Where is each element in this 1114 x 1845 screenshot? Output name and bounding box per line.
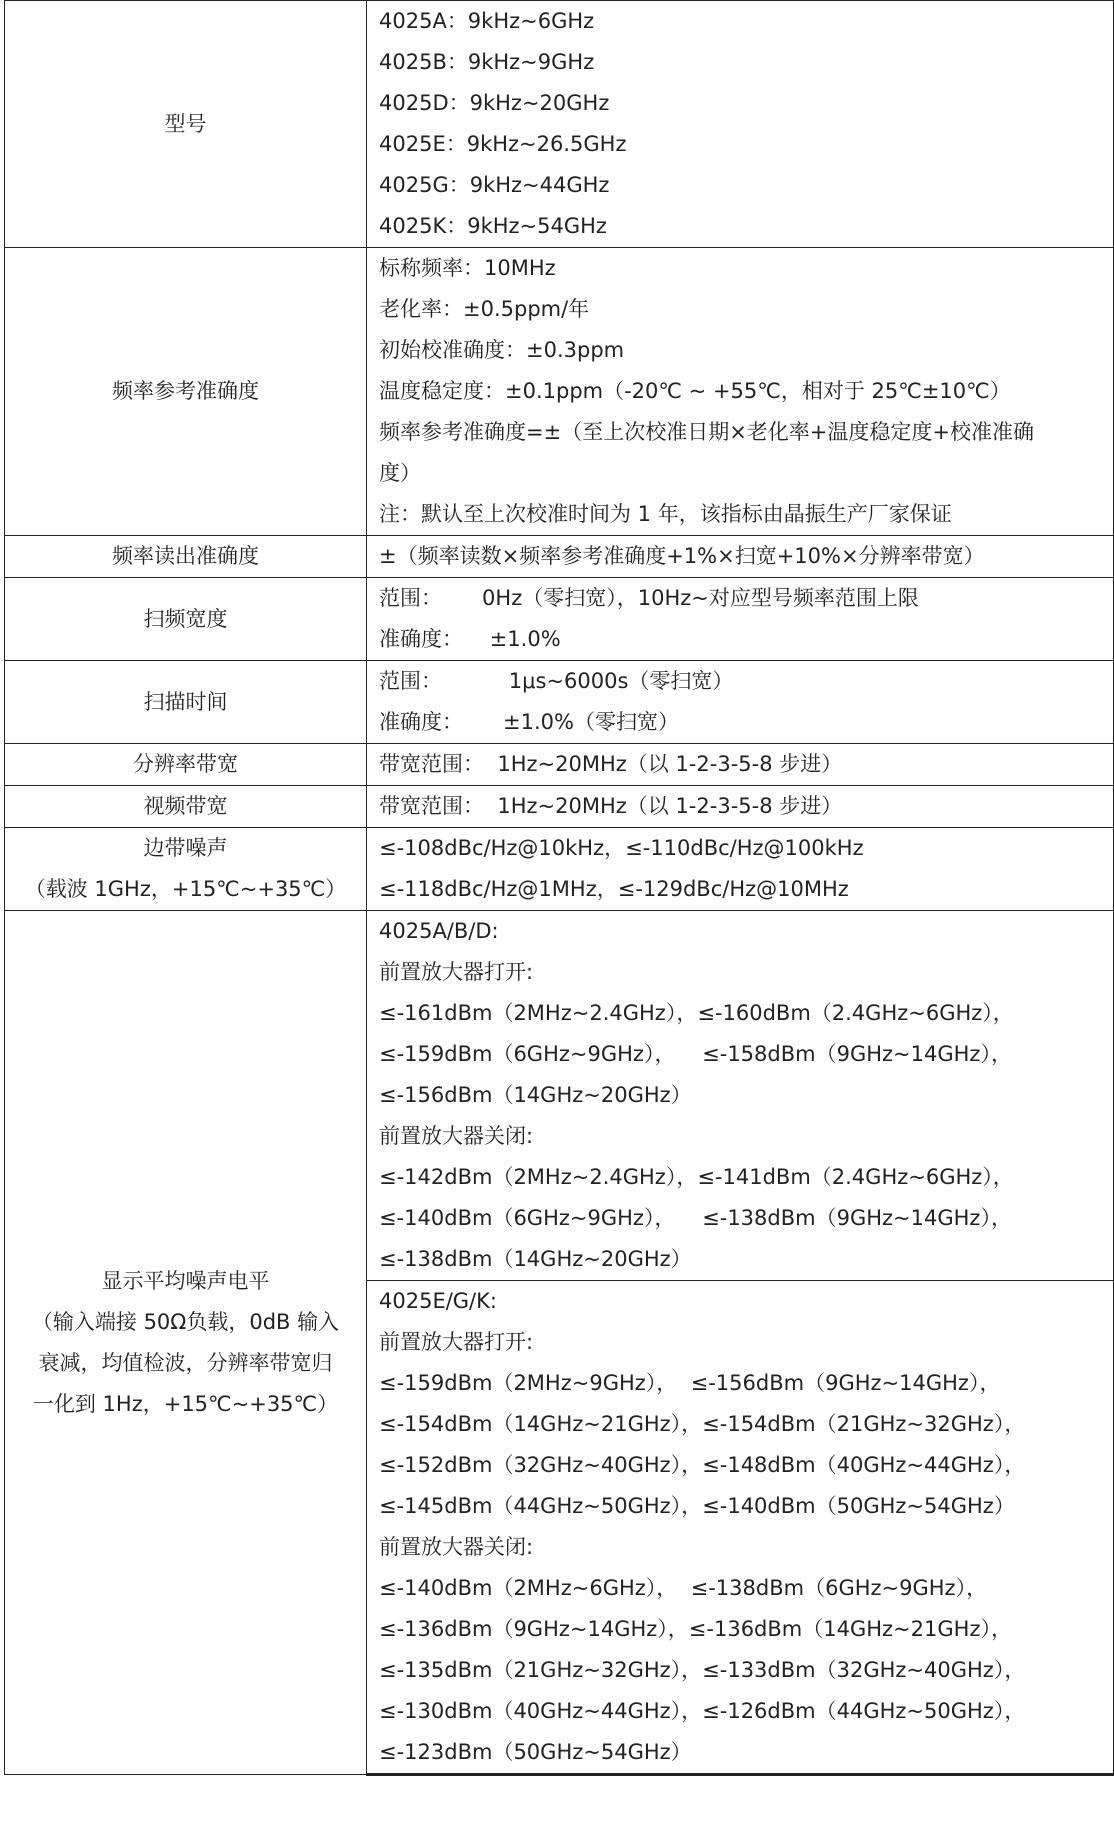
- spec-label-cell: [5, 248, 367, 536]
- cell-line: 注：默认至上次校准时间为 1 年，该指标由晶振生产厂家保证: [379, 502, 952, 526]
- spec-value-cell: [367, 786, 1114, 828]
- cell-line: 4025A：9kHz~6GHz: [379, 9, 595, 33]
- cell-line: 一化到 1Hz，+15℃~+35℃）: [32, 1391, 339, 1416]
- cell-line: 4025K：9kHz~54GHz: [379, 214, 607, 238]
- cell-line: ≤-142dBm（2MHz~2.4GHz），≤-141dBm（2.4GHz~6GHz），: [379, 1165, 1014, 1189]
- spec-value-cell: [367, 661, 1114, 744]
- spec-label-cell: [5, 786, 367, 828]
- spec-label-cell: [5, 536, 367, 578]
- cell-line: ≤-154dBm（14GHz~21GHz），≤-154dBm（21GHz~32GHz），: [379, 1412, 1026, 1436]
- cell-line: 视频带宽: [143, 794, 228, 818]
- cell-line: 衰减，均值检波，分辨率带宽归: [38, 1350, 333, 1375]
- cell-line: 温度稳定度：±0.1ppm（-20℃ ~ +55℃，相对于 25℃±10℃）: [379, 379, 1011, 403]
- cell-line: ≤-135dBm（21GHz~32GHz），≤-133dBm（32GHz~40GHz），: [379, 1658, 1026, 1682]
- spec-row: [5, 1, 1114, 248]
- cell-line: ±（频率读数×频率参考准确度+1%×扫宽+10%×分辨率带宽）: [379, 544, 985, 568]
- spec-row: [5, 911, 1114, 1281]
- cell-line: 范围： 0Hz（零扫宽），10Hz~对应型号频率范围上限: [379, 586, 919, 610]
- cell-line: （输入端接 50Ω负载，0dB 输入: [31, 1309, 340, 1334]
- spec-value-cell: [367, 536, 1114, 578]
- spec-label-cell: [5, 828, 367, 911]
- cell-line: ≤-161dBm（2MHz~2.4GHz），≤-160dBm（2.4GHz~6GHz），: [379, 1001, 1014, 1025]
- cell-line: 频率读出准确度: [112, 544, 259, 568]
- cell-line: 4025E：9kHz~26.5GHz: [379, 132, 627, 156]
- cell-line: 前置放大器关闭:: [379, 1124, 534, 1148]
- cell-line: 4025D：9kHz~20GHz: [379, 91, 610, 115]
- cell-line: ≤-136dBm（9GHz~14GHz），≤-136dBm（14GHz~21GHz），: [379, 1617, 1012, 1641]
- spec-row: [5, 578, 1114, 661]
- cell-line: 4025B：9kHz~9GHz: [379, 50, 595, 74]
- spec-label-cell: [5, 661, 367, 744]
- cell-line: 带宽范围： 1Hz~20MHz（以 1-2-3-5-8 步进）: [379, 752, 843, 776]
- cell-line: 扫频宽度: [143, 606, 228, 631]
- spec-value-cell: [367, 744, 1114, 786]
- cell-line: 准确度： ±1.0%（零扫宽）: [379, 710, 679, 734]
- cell-line: 准确度： ±1.0%: [379, 627, 561, 651]
- cell-line: 初始校准确度：±0.3ppm: [379, 338, 625, 362]
- cell-line: 频率参考准确度: [112, 379, 259, 403]
- cell-line: 前置放大器打开:: [379, 960, 534, 984]
- cell-line: 边带噪声: [143, 836, 228, 860]
- cell-line: ≤-159dBm（6GHz~9GHz）， ≤-158dBm（9GHz~14GHz），: [379, 1042, 1012, 1066]
- cell-line: ≤-140dBm（6GHz~9GHz）， ≤-138dBm（9GHz~14GHz），: [379, 1206, 1012, 1230]
- spec-table-body: [5, 1, 1114, 1775]
- cell-line: ≤-108dBc/Hz@10kHz，≤-110dBc/Hz@100kHz: [379, 836, 864, 860]
- cell-line: 型号: [164, 111, 207, 136]
- cell-line: 频率参考准确度=±（至上次校准日期×老化率+温度稳定度+校准准确: [379, 420, 1034, 444]
- cell-line: 4025G：9kHz~44GHz: [379, 173, 610, 197]
- spec-value-cell: [367, 911, 1114, 1281]
- cell-line: 前置放大器关闭:: [379, 1535, 534, 1559]
- spec-value-cell: [367, 1281, 1114, 1775]
- spec-row: [5, 744, 1114, 786]
- cell-line: ≤-156dBm（14GHz~20GHz）: [379, 1083, 692, 1107]
- spec-value-cell: [367, 1, 1114, 248]
- spec-value-cell: [367, 578, 1114, 661]
- cell-line: ≤-138dBm（14GHz~20GHz）: [379, 1247, 692, 1271]
- cell-line: ≤-152dBm（32GHz~40GHz），≤-148dBm（40GHz~44GHz），: [379, 1453, 1026, 1477]
- cell-line: ≤-130dBm（40GHz~44GHz），≤-126dBm（44GHz~50GHz），: [379, 1699, 1026, 1723]
- cell-line: 前置放大器打开:: [379, 1330, 534, 1354]
- cell-line: ≤-118dBc/Hz@1MHz，≤-129dBc/Hz@10MHz: [379, 877, 849, 901]
- spec-value-cell: [367, 248, 1114, 536]
- cell-line: 扫描时间: [143, 689, 228, 714]
- spec-table: [4, 0, 1114, 1776]
- cell-line: 标称频率：10MHz: [379, 256, 556, 280]
- spec-row: [5, 248, 1114, 536]
- cell-line: 老化率：±0.5ppm/年: [379, 297, 590, 321]
- cell-line: （载波 1GHz，+15℃~+35℃）: [24, 877, 347, 901]
- spec-label-cell: [5, 744, 367, 786]
- spec-label-cell: [5, 911, 367, 1775]
- spec-row: [5, 661, 1114, 744]
- spec-row: [5, 786, 1114, 828]
- cell-line: 显示平均噪声电平: [101, 1268, 270, 1293]
- cell-line: ≤-159dBm（2MHz~9GHz）， ≤-156dBm（9GHz~14GHz），: [379, 1371, 1001, 1395]
- cell-line: 4025A/B/D:: [379, 919, 499, 943]
- cell-line: 度）: [379, 461, 421, 485]
- cell-line: ≤-123dBm（50GHz~54GHz）: [379, 1740, 692, 1764]
- cell-line: 范围： 1μs~6000s（零扫宽）: [379, 669, 734, 693]
- spec-row: [5, 828, 1114, 911]
- cell-line: 4025E/G/K:: [379, 1289, 497, 1313]
- spec-table-container: [4, 0, 1114, 1776]
- spec-label-cell: [5, 1, 367, 248]
- cell-line: 分辨率带宽: [133, 752, 238, 776]
- cell-line: ≤-145dBm（44GHz~50GHz），≤-140dBm（50GHz~54GHz）: [379, 1494, 1015, 1518]
- spec-row: [5, 536, 1114, 578]
- cell-line: ≤-140dBm（2MHz~6GHz）， ≤-138dBm（6GHz~9GHz），: [379, 1576, 988, 1600]
- cell-line: 带宽范围： 1Hz~20MHz（以 1-2-3-5-8 步进）: [379, 794, 843, 818]
- spec-value-cell: [367, 828, 1114, 911]
- spec-label-cell: [5, 578, 367, 661]
